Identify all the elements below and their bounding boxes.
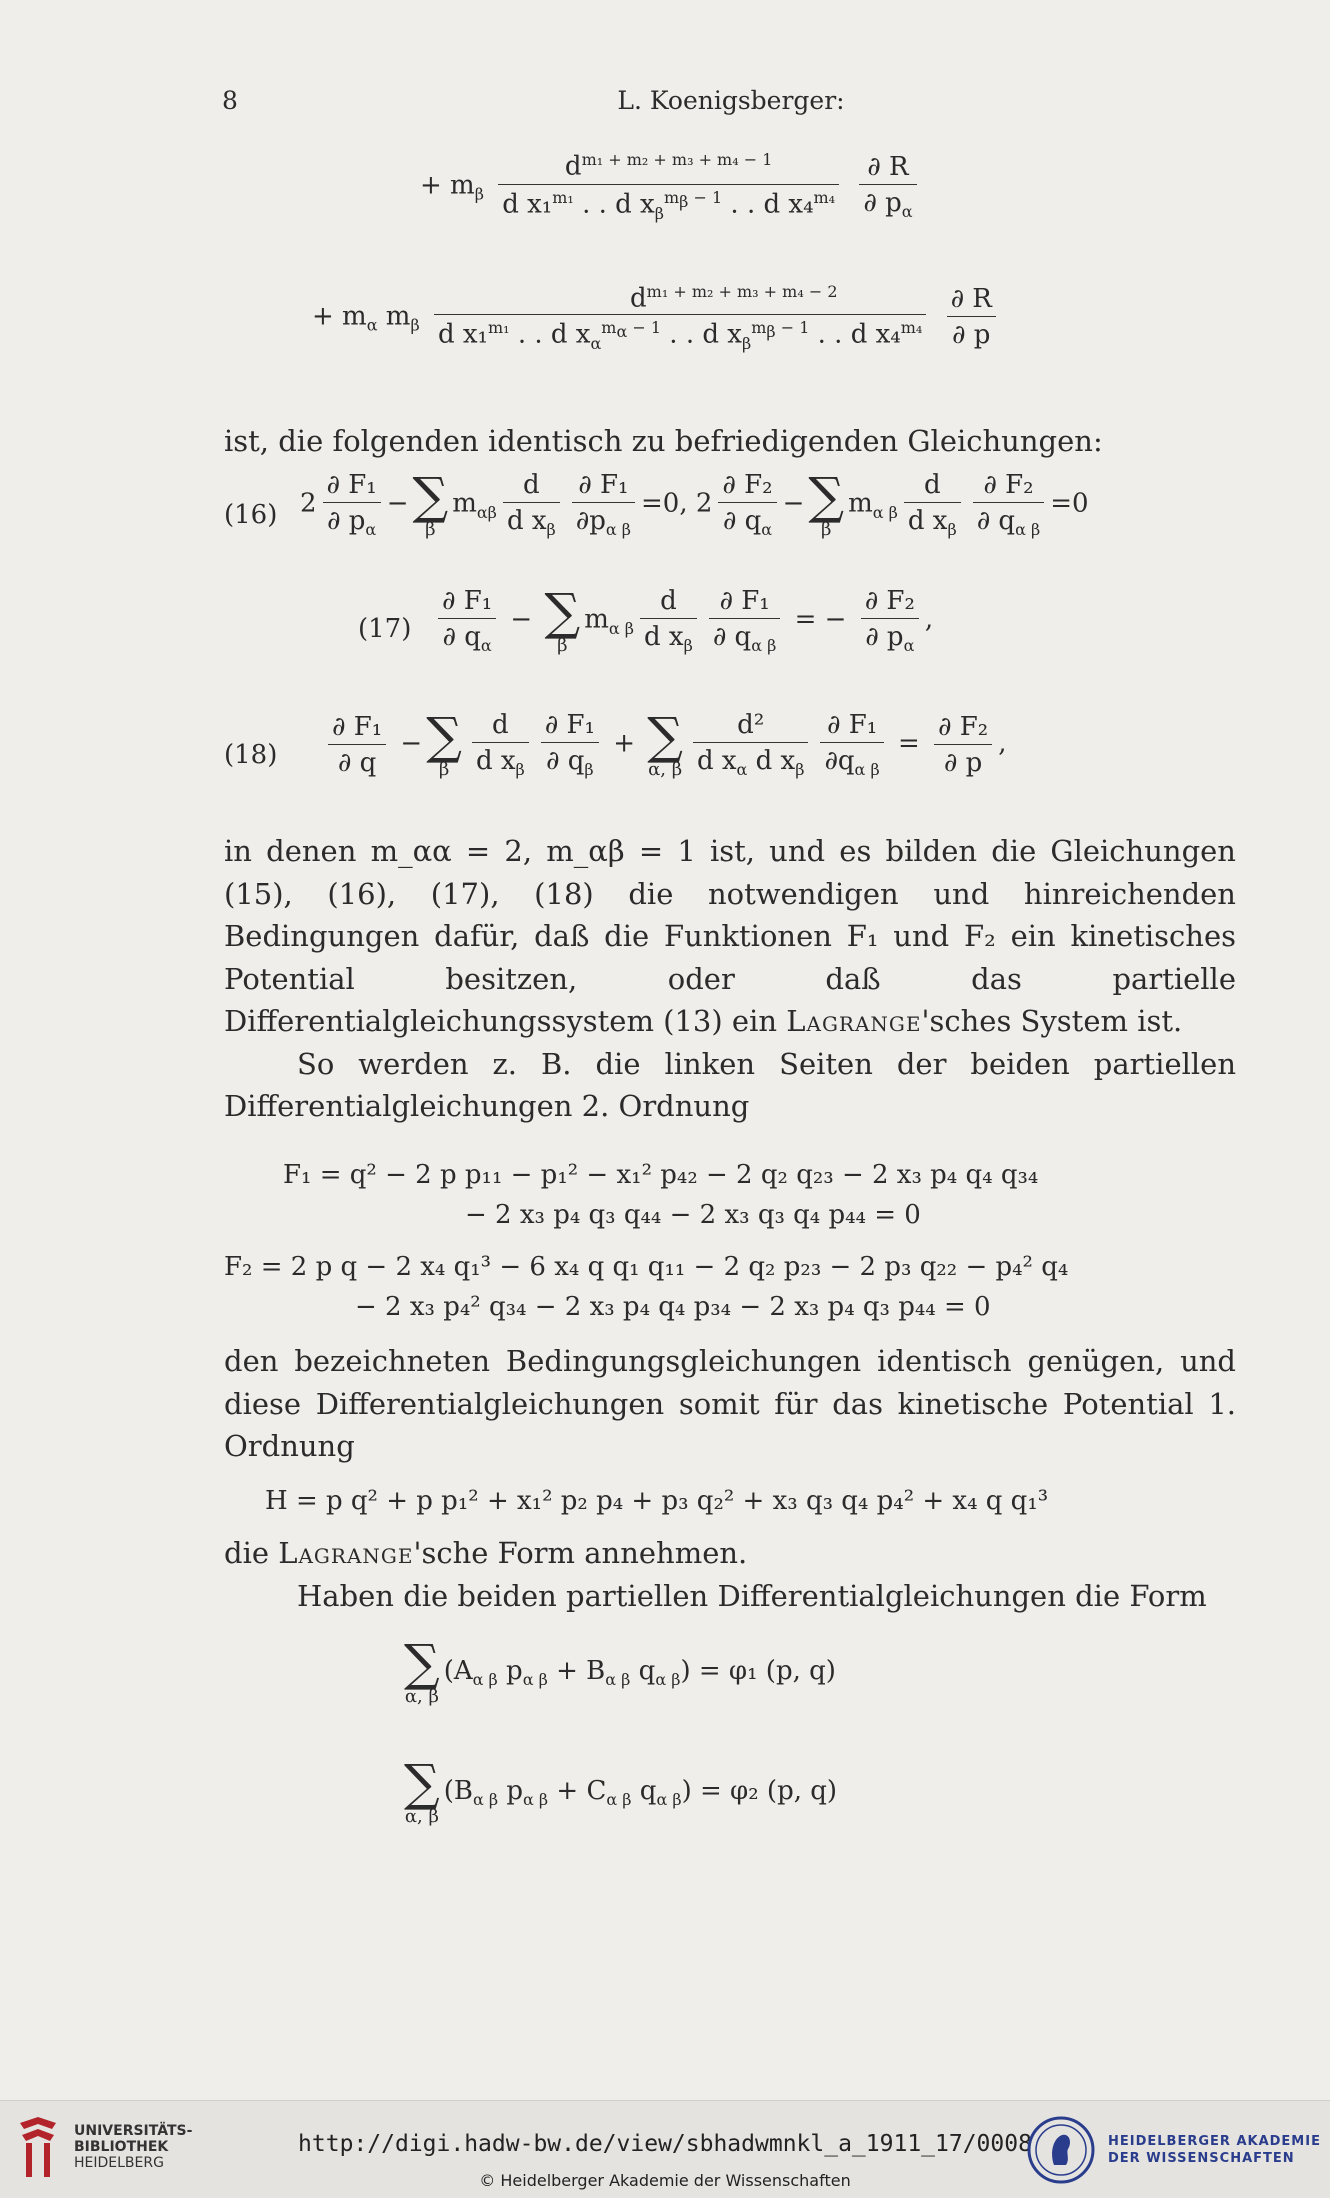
formula-continuation-2-numerator: $d^{m_1 + m_2 + m_3 + m_4 - 2}$	[630, 282, 838, 314]
formula-continuation-2: + $m_\alpha$ $m_\beta$ d x₁$^{m_1}$ . . d $x_\alpha^{m_\alpha - 1}$ . . d $x_\beta^{m_\beta - 1}$ . . d x₄$^{m_4}$ $\frac{\partial R}{\partial p}$	[312, 282, 1002, 353]
lead-text: ist, die folgenden identisch zu befriedigenden Gleichungen:	[224, 424, 1103, 458]
paragraph-conditions: in denen m_αα = 2, m_αβ = 1 ist, und es bilden die Gleichungen (15), (16), (17), (18) die notwendigen und hinreichenden Bedingungen dafür, daß die Funktionen F₁ und F₂ ein kinetisches Potential besitzen, oder daß das partielle Differentialgleichungssystem (13) ein Lagrange'sches System ist. So werden z. B. die linken Seiten der beiden partiellen Differentialgleichungen 2. Ordnung	[224, 834, 1236, 1123]
permalink-url[interactable]: http://digi.hadw-bw.de/view/sbhadwmnkl_a_1911_17/0008	[298, 2131, 1032, 2157]
paragraph-lagrange: die Lagrange'sche Form annehmen. Haben die beiden partiellen Differentialgleichungen die Form	[224, 1536, 1207, 1613]
equation-18: $\frac{\text{∂ F₁}}{\partial q}$ − ∑ β $\frac{d}{d x_\beta}$ $\frac{\text{∂ F₁}}{\partial q_\beta}$ + ∑ α, β $\frac{\text{d²}}{d x_\alpha d x_\beta}$ $\frac{\text{∂ F₁}}{\partial q_{\alpha \beta}}$ = $\frac{\text{∂ F₂}}{\partial p}$ ,	[322, 710, 1006, 779]
formula-F2-line2: − 2 x₃ p₄² q₃₄ − 2 x₃ p₄ q₄ p₃₄ − 2 x₃ p₄ q₃ p₄₄ = 0	[355, 1292, 991, 1322]
equation-number-18: (18)	[224, 740, 278, 770]
equation-17: $\frac{\text{∂ F₁}}{\partial q_\alpha}$ − ∑ β $m_{\alpha \beta}$ $\frac{d}{d x_\beta}$ $\frac{\text{∂ F₁}}{\partial q_{\alpha \beta}}$ = − $\frac{\text{∂ F₂}}{\partial p_\alpha}$ ,	[432, 586, 933, 655]
formula-system-2: ∑ α, β ($B_{\alpha \beta}$ $p_{\alpha \beta} + C_{\alpha \beta}$ $q_{\alpha \beta}) = \varphi_2$ (p, q)	[404, 1754, 838, 1827]
equation-number-16: (16)	[224, 500, 278, 530]
equation-number-17: (17)	[358, 614, 412, 644]
copyright-notice: © Heidelberger Akademie der Wissenschaften	[479, 2171, 851, 2190]
paragraph-conditions-2: den bezeichneten Bedingungsgleichungen identisch genügen, und diese Differentialgleichungen somit für das kinetische Potential 1. Ordnung	[224, 1344, 1236, 1463]
academy-seal-icon	[1026, 2115, 1096, 2185]
formula-F1-line1: F₁ = q² − 2 p p₁₁ − p₁² − x₁² p₄₂ − 2 q₂ q₂₃ − 2 x₃ p₄ q₄ q₃₄	[283, 1160, 1039, 1190]
formula-F1-line2: − 2 x₃ p₄ q₃ q₄₄ − 2 x₃ q₃ q₄ p₄₄ = 0	[465, 1200, 921, 1230]
academy-name: HEIDELBERGER AKADEMIE DER WISSENSCHAFTEN	[1108, 2134, 1321, 2166]
university-library-name: UNIVERSITÄTS- BIBLIOTHEK HEIDELBERG	[74, 2123, 193, 2171]
equation-16: 2 $\frac{\text{∂ F₁}}{\partial p_\alpha}$ − ∑ β $m_{\alpha\beta}$ $\frac{d}{d x_\beta}$ $\frac{\text{∂ F₁}}{\partial p_{\alpha \beta}}$ =0, 2 $\frac{\text{∂ F₂}}{\partial q_\alpha}$ − ∑ β $m_{\alpha \beta}$ $\frac{d}{d x_\beta}$ $\frac{\text{∂ F₂}}{\partial q_{\alpha \beta}}$ =0	[300, 466, 1089, 540]
formula-H: H = p q² + p p₁² + x₁² p₂ p₄ + p₃ q₂² + x₃ q₃ q₄ p₄² + x₄ q q₁³	[265, 1486, 1049, 1516]
formula-F2-line1: F₂ = 2 p q − 2 x₄ q₁³ − 6 x₄ q q₁ q₁₁ − 2 q₂ p₂₃ − 2 p₃ q₂₂ − p₄² q₄	[224, 1252, 1069, 1282]
running-title: L. Koenigsberger:	[617, 86, 845, 115]
formula-system-1: ∑ α, β ($A_{\alpha \beta}$ $p_{\alpha \beta} + B_{\alpha \beta}$ $q_{\alpha \beta}) = \varphi_1$ (p, q)	[404, 1634, 836, 1707]
formula-continuation-1: + $m_\beta$ $\frac{d^{m_1 + m_2 + m_3 + m_4 - 1}}{d x_1^{m_1} . . d x_\beta^{m_\beta - 1} . . d x_4^{m_4}}$ $\frac{\partial R}{\partial p_\alpha}$	[420, 150, 923, 223]
page-header	[222, 86, 1240, 126]
page-number: 8	[222, 86, 238, 115]
footer-bar	[0, 2100, 1330, 2198]
